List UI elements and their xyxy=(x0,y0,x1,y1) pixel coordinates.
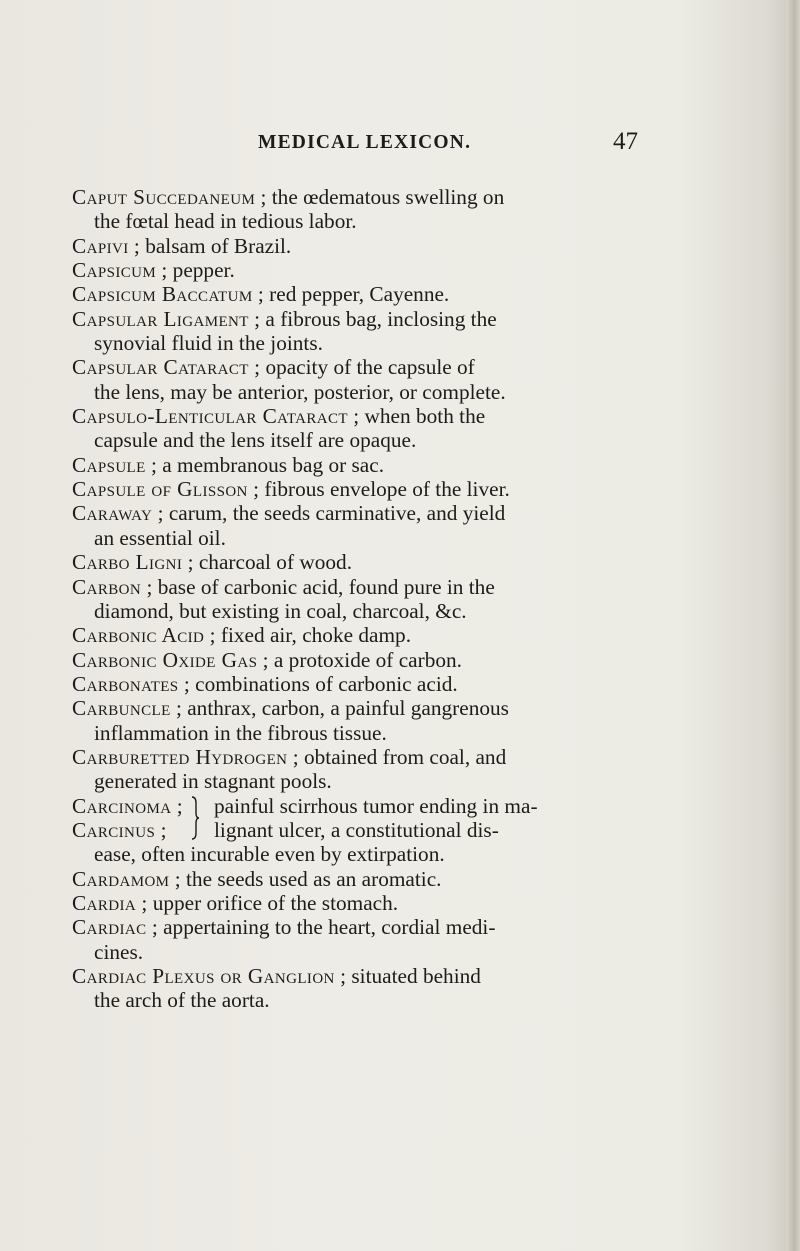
entry-definition: the œdematous swelling on xyxy=(271,185,505,209)
entry-term: Carbo Ligni xyxy=(72,550,183,575)
entry-separator: ; xyxy=(170,696,188,721)
entry-separator: ; xyxy=(141,574,158,599)
entry-definition-continued: the fœtal head in tedious labor. xyxy=(94,209,357,234)
entry-definition: pepper. xyxy=(172,258,235,283)
lexicon-entry xyxy=(72,964,672,1013)
lexicon-entry xyxy=(72,307,672,356)
lexicon-entry xyxy=(72,453,672,477)
entry-separator: ; xyxy=(155,817,167,842)
lexicon-entry xyxy=(72,575,672,624)
entry-term: Carburetted Hydrogen xyxy=(72,744,288,769)
running-head xyxy=(258,128,658,158)
entry-definition-continued: capsule and the lens itself are opaque. xyxy=(94,428,417,453)
entry-term: Carbonic Acid xyxy=(72,623,205,648)
entry-definition-continued: diamond, but existing in coal, charcoal, &c. xyxy=(94,598,467,623)
entry-term: Capivi xyxy=(72,233,129,258)
entry-definition-continued: generated in stagnant pools. xyxy=(94,769,332,794)
entry-definition: obtained from coal, and xyxy=(303,744,507,769)
entry-term: Carbuncle xyxy=(72,696,171,721)
lexicon-entry xyxy=(72,745,672,794)
entry-term: Cardiac xyxy=(72,915,147,940)
entry-definition: the seeds used as an aromatic. xyxy=(186,866,442,891)
entry-definition: red pepper, Cayenne. xyxy=(269,282,450,307)
entry-definition: lignant ulcer, a constitutional dis- xyxy=(214,817,499,842)
entry-separator: ; xyxy=(152,501,169,526)
lexicon-entry-carcinoma xyxy=(72,794,672,867)
entry-separator: ; xyxy=(178,671,196,696)
entry-definition-continued: inflammation in the fibrous tissue. xyxy=(94,720,387,745)
entry-definition: carum, the seeds carminative, and yield xyxy=(168,501,506,526)
entry-definition: base of carbonic acid, found pure in the xyxy=(157,574,495,599)
entry-definition: a membranous bag or sac. xyxy=(162,452,385,477)
entry-separator: ; xyxy=(145,452,163,477)
running-title: MEDICAL LEXICON. xyxy=(258,132,472,153)
entry-definition: balsam of Brazil. xyxy=(145,233,292,258)
entry-separator: ; xyxy=(156,258,173,283)
entry-separator: ; xyxy=(248,306,266,331)
lexicon-entry xyxy=(72,477,672,501)
entry-term: Capsule of Glisson xyxy=(72,477,248,502)
lexicon-entry xyxy=(72,648,672,672)
entry-separator: ; xyxy=(171,793,183,818)
entry-term: Capsule xyxy=(72,452,146,477)
entry-separator: ; xyxy=(334,964,352,988)
entry-separator: ; xyxy=(128,233,146,258)
entry-separator: ; xyxy=(257,647,274,672)
entry-term: Capsicum xyxy=(72,258,157,283)
lexicon-entry xyxy=(72,623,672,647)
entry-separator: ; xyxy=(287,744,304,769)
entry-term: Carbonates xyxy=(72,671,179,696)
lexicon-entry xyxy=(72,672,672,696)
lexicon-entry xyxy=(72,891,672,915)
entry-definition-continued: the arch of the aorta. xyxy=(94,988,270,1013)
entry-term: Carbon xyxy=(72,574,142,599)
lexicon-entry xyxy=(72,404,672,453)
entry-definition: fibrous envelope of the liver. xyxy=(264,477,510,502)
entry-term: Cardiac Plexus or Ganglion xyxy=(72,964,335,988)
lexicon-entry xyxy=(72,185,672,234)
entry-definition-continued: cines. xyxy=(94,939,144,964)
lexicon-entry xyxy=(72,234,672,258)
entry-definition: painful scirrhous tumor ending in ma- xyxy=(214,793,538,818)
entry-separator: ; xyxy=(146,915,164,940)
entry-definition: a fibrous bag, inclosing the xyxy=(265,306,497,331)
page-edge xyxy=(786,0,800,1251)
entry-separator: ; xyxy=(255,185,272,209)
entry-definition: when both the xyxy=(364,404,486,429)
entry-definition-continued: synovial fluid in the joints. xyxy=(94,331,323,356)
lexicon-entry xyxy=(72,258,672,282)
entry-term: Cardia xyxy=(72,890,137,915)
entry-separator: ; xyxy=(347,404,365,429)
entry-term: Capsicum Baccatum xyxy=(72,282,253,307)
entry-separator: ; xyxy=(204,623,221,648)
entry-term: Capsular Ligament xyxy=(72,306,249,331)
lexicon-entry xyxy=(72,867,672,891)
lexicon-entry xyxy=(72,915,672,964)
entries-group-top xyxy=(72,185,672,794)
lexicon-entries xyxy=(72,185,672,1013)
entry-definition: anthrax, carbon, a painful gangrenous xyxy=(187,696,509,721)
entry-definition: appertaining to the heart, cordial medi- xyxy=(163,915,496,940)
entry-term: Caraway xyxy=(72,501,153,526)
entry-definition: fixed air, choke damp. xyxy=(220,623,412,648)
entry-definition: a protoxide of carbon. xyxy=(273,647,462,672)
entry-separator: ; xyxy=(252,282,270,307)
entry-definition-continued: an essential oil. xyxy=(94,525,226,550)
entry-separator: ; xyxy=(248,355,266,380)
entries-group-bottom xyxy=(72,867,672,1013)
lexicon-entry xyxy=(72,696,672,745)
page-number: 47 xyxy=(613,128,638,155)
entry-term: Capsulo-Lenticular Cataract xyxy=(72,404,348,429)
entry-definition: opacity of the capsule of xyxy=(265,355,475,380)
brace-line-2 xyxy=(72,818,672,842)
lexicon-entry xyxy=(72,501,672,550)
entry-definition-continued: the lens, may be anterior, posterior, or complete. xyxy=(94,379,506,404)
entry-definition: charcoal of wood. xyxy=(198,550,353,575)
lexicon-entry xyxy=(72,282,672,306)
entry-definition: situated behind xyxy=(351,964,481,988)
entry-term: Caput Succedaneum xyxy=(72,185,256,209)
entry-term: Capsular Cataract xyxy=(72,355,249,380)
entry-separator: ; xyxy=(169,866,186,891)
entry-term: Carcinus xyxy=(72,817,156,842)
entry-term: Cardamom xyxy=(72,866,170,891)
entry-definition-continued: ease, often incurable even by extirpation. xyxy=(94,842,445,867)
entry-definition: upper orifice of the stomach. xyxy=(152,890,399,915)
entry-separator: ; xyxy=(247,477,265,502)
lexicon-entry xyxy=(72,550,672,574)
entry-separator: ; xyxy=(182,550,199,575)
entry-separator: ; xyxy=(136,890,153,915)
brace-line-1 xyxy=(72,794,672,818)
curly-brace-icon xyxy=(190,795,200,841)
entry-definition: combinations of carbonic acid. xyxy=(195,671,458,696)
entry-term: Carcinoma xyxy=(72,793,172,818)
lexicon-entry xyxy=(72,355,672,404)
entry-term: Carbonic Oxide Gas xyxy=(72,647,258,672)
